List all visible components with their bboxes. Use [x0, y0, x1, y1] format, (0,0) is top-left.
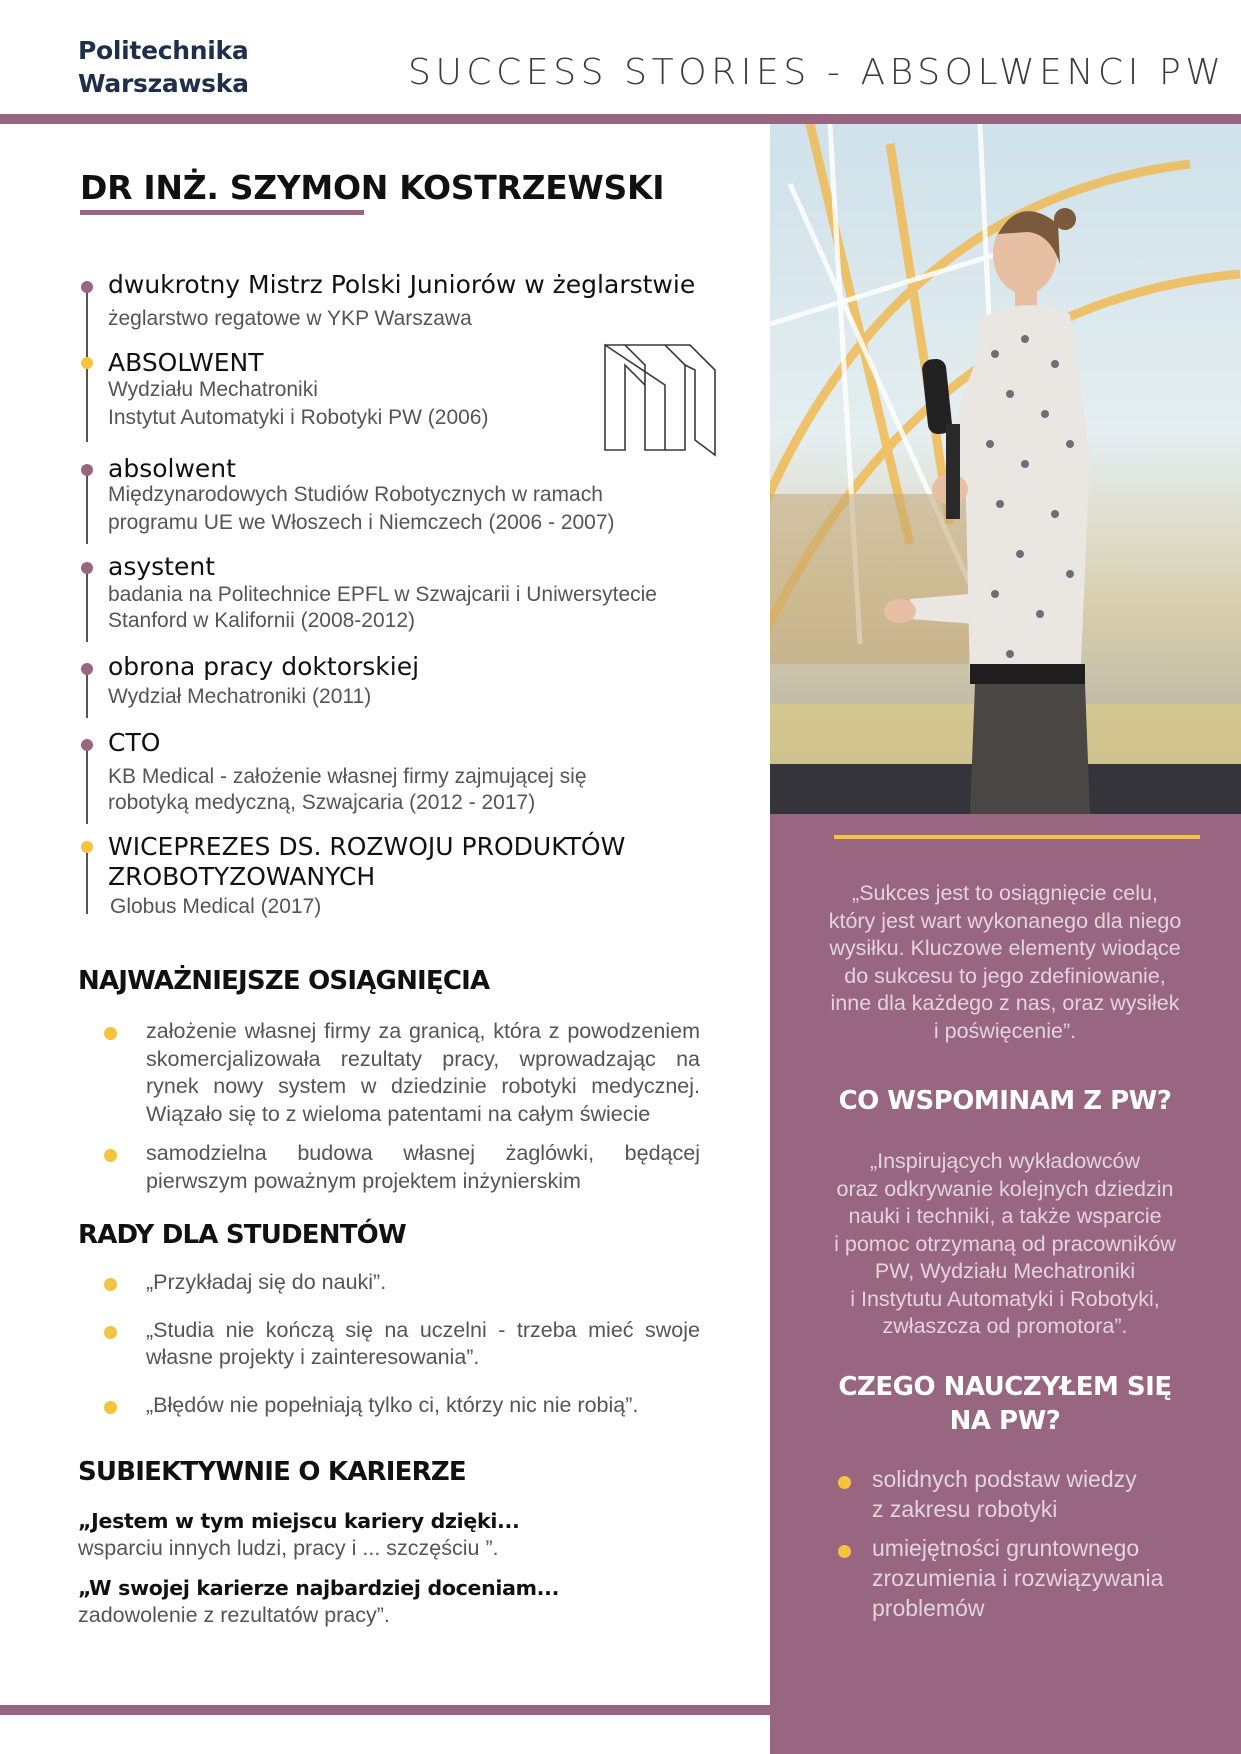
timeline-segment: [86, 852, 88, 914]
memories-quote: [800, 1148, 1210, 1341]
speaker-photo: [770, 124, 1241, 814]
person-name: DR INŻ. SZYMON KOSTRZEWSKI: [80, 168, 665, 207]
logo-line-1: Politechnika: [78, 36, 249, 65]
timeline-dot: [81, 281, 93, 293]
career-question: „Jestem w tym miejscu kariery dzięki...: [78, 1509, 520, 1533]
timeline-dot: [81, 562, 93, 574]
timeline-desc: Instytut Automatyki i Robotyki PW (2006): [108, 406, 489, 429]
list-item: [836, 1464, 1196, 1524]
timeline-title: asystent: [108, 552, 215, 581]
success-quote: [800, 880, 1210, 1045]
timeline-dot: [81, 663, 93, 675]
memories-line: „Inspirujących wykładowców: [869, 1149, 1141, 1173]
timeline-segment: [86, 572, 88, 642]
list-item-line: problemów: [872, 1595, 985, 1621]
career-question: „W swojej karierze najbardziej doceniam...: [78, 1576, 560, 1600]
timeline-desc: Wydziału Mechatroniki: [108, 378, 318, 401]
top-divider: [0, 114, 1241, 124]
timeline-desc: Globus Medical (2017): [110, 895, 322, 918]
memories-line: nauki i techniki, a także wsparcie: [848, 1204, 1162, 1228]
timeline-desc: KB Medical - założenie własnej firmy zajmującej się: [108, 765, 587, 788]
sidebar-panel: [770, 124, 1241, 1754]
memories-line: PW, Wydziału Mechatroniki: [874, 1259, 1136, 1283]
learned-heading-line: CZEGO NAUCZYŁEM SIĘ: [838, 1372, 1172, 1402]
career-timeline: [70, 270, 720, 930]
learned-list: [836, 1464, 1196, 1632]
timeline-title: dwukrotny Mistrz Polski Juniorów w żeglarstwie: [108, 270, 696, 299]
list-item: „Błędów nie popełniają tylko ci, którzy nic nie robią”.: [90, 1392, 700, 1420]
quote-line: inne dla każdego z nas, oraz wysiłek: [830, 991, 1180, 1015]
list-item: „Studia nie kończą się na uczelni - trzeba mieć swoje własne projekty i zainteresowania”.: [90, 1317, 700, 1372]
quote-line: „Sukces jest to osiągnięcie celu,: [852, 881, 1158, 905]
list-item: założenie własnej firmy za granicą, która z powodzeniem skomercjalizowała rezultaty pracy, wprowadzając na rynek nowy system w dziedzinie robotyki medycznej. Wiązało się to z wieloma patentami na całym świecie: [90, 1018, 700, 1128]
timeline-dot: [81, 739, 93, 751]
list-item-line: z zakresu robotyki: [872, 1496, 1058, 1522]
memories-heading: CO WSPOMINAM Z PW?: [838, 1086, 1172, 1116]
quote-line: wysiłku. Kluczowe elementy wiodące: [829, 936, 1181, 960]
logo-line-2: Warszawska: [78, 69, 249, 98]
timeline-desc: badania na Politechnice EPFL w Szwajcarii i Uniwersytecie: [108, 583, 657, 606]
career-answer: wsparciu innych ludzi, pracy i ... szczęściu ”.: [78, 1536, 499, 1560]
timeline-desc: Wydział Mechatroniki (2011): [108, 685, 372, 708]
name-underline: [80, 210, 364, 215]
memories-line: zwłaszcza od promotora”.: [882, 1314, 1128, 1338]
learned-heading-line: NA PW?: [949, 1406, 1061, 1436]
quote-line: do sukcesu to jego zdefiniowanie,: [844, 963, 1166, 988]
timeline-desc: Stanford w Kalifornii (2008-2012): [108, 609, 416, 632]
timeline-desc: robotyką medyczną, Szwajcaria (2012 - 2017): [108, 791, 536, 814]
career-answer: zadowolenie z rezultatów pracy”.: [78, 1603, 390, 1627]
memories-line: oraz odkrywanie kolejnych dziedzin: [836, 1176, 1174, 1201]
quote-line: i poświęcenie”.: [933, 1018, 1077, 1043]
timeline-dot: [81, 841, 93, 853]
timeline-segment: [86, 672, 88, 718]
timeline-segment: [86, 362, 88, 442]
bottom-divider: [0, 1705, 770, 1715]
career-heading: SUBIEKTYWNIE O KARIERZE: [78, 1457, 466, 1487]
timeline-title: CTO: [108, 728, 161, 757]
list-item: [836, 1533, 1196, 1623]
memories-line: i Instytutu Automatyki i Robotyki,: [850, 1286, 1160, 1311]
advice-heading: RADY DLA STUDENTÓW: [78, 1220, 406, 1250]
learned-heading: [800, 1370, 1210, 1438]
list-item: „Przykładaj się do nauki”.: [90, 1269, 700, 1297]
list-item: samodzielna budowa własnej żaglówki, będącej pierwszym poważnym projektem inżynierskim: [90, 1140, 700, 1195]
page-title: SUCCESS STORIES - ABSOLWENCI PW: [408, 52, 1226, 93]
timeline-segment: [86, 748, 88, 824]
sidebar-accent-line: [834, 835, 1200, 839]
timeline-title: absolwent: [108, 454, 236, 483]
quote-line: który jest wart wykonanego dla niego: [828, 908, 1182, 933]
timeline-desc: programu UE we Włoszech i Niemczech (2006 - 2007): [108, 511, 615, 534]
list-item-line: solidnych podstaw wiedzy: [872, 1466, 1137, 1492]
timeline-title: ABSOLWENT: [108, 348, 264, 377]
timeline-title: WICEPREZES DS. ROZWOJU PRODUKTÓW ZROBOTYZOWANYCH: [108, 832, 626, 891]
timeline-dot: [81, 357, 93, 369]
achievements-list: [90, 1018, 700, 1195]
timeline-title: obrona pracy doktorskiej: [108, 652, 420, 681]
speaker-photo-illustration: [770, 124, 1241, 814]
university-logo: [78, 34, 249, 100]
timeline-desc: żeglarstwo regatowe w YKP Warszawa: [108, 307, 472, 330]
memories-line: i pomoc otrzymaną od pracowników: [834, 1231, 1176, 1256]
timeline-segment: [86, 470, 88, 544]
timeline-dot: [81, 464, 93, 476]
list-item-line: zrozumienia i rozwiązywania: [872, 1565, 1164, 1591]
achievements-heading: NAJWAŻNIEJSZE OSIĄGNIĘCIA: [78, 966, 490, 996]
list-item-line: umiejętności gruntownego: [872, 1535, 1140, 1561]
advice-list: [90, 1269, 700, 1419]
timeline-desc: Międzynarodowych Studiów Robotycznych w ramach: [108, 483, 603, 506]
